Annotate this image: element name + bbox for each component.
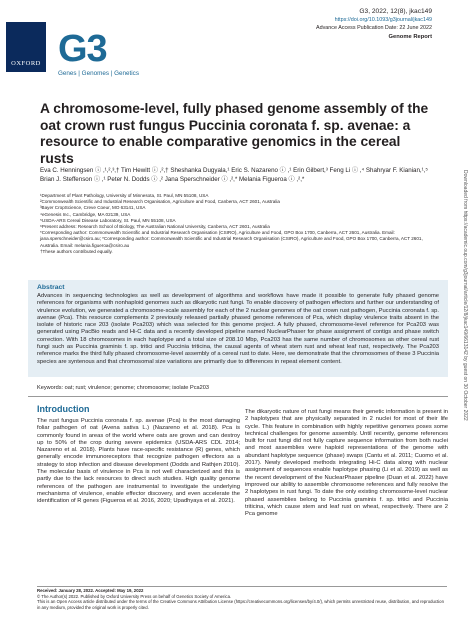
author-list: Eva C. Henningsen ⓘ ,¹,²,³,† Tim Hewitt ⓘ ,²,† Sheshanka Dugyala,¹ Eric S. Nazareno ⓘ ,¹ Erin Gilbert,³ Feng Li ⓘ ,⁴ Shahryar F. Kianian,¹,⁵ Brian J. Steffenson ⓘ ,¹ Peter N. Dodds ⓘ ,² Jana Sperschneider ⓘ ,²,* Melania Figueroa ⓘ ,²,* <box>40 167 428 183</box>
journal-header <box>0 0 474 100</box>
page-footer <box>37 588 447 610</box>
publisher-name: OXFORD <box>11 60 41 67</box>
affiliation: ¹Department of Plant Pathology, University of Minnesota, St. Paul, MN 55108, USA <box>40 193 209 198</box>
article-meta <box>316 8 432 41</box>
affiliations <box>40 193 435 255</box>
doi-link[interactable]: https://doi.org/10.1093/g3journal/jkac149 <box>334 17 432 24</box>
affiliation: ²Commonwealth Scientific and Industrial Research Organisation, Agriculture and Food, Canberra, ACT 2601, Australia <box>40 199 280 205</box>
received-dates: Received: January 28, 2022. Accepted: May 19, 2022 <box>37 588 144 593</box>
license: This is an Open Access article distributed under the terms of the Creative Commons Attribution License (https://creativecommons.org/licenses/by/4.0/), which permits unrestricted reuse, distribution, and reproduction in any medium, provided the original work is properly cited. <box>37 599 444 610</box>
corresponding-authors: *Corresponding author: Commonwealth Scientific and Industrial Research Organisation (CSIRO), Agriculture and Food, GPO Box 1700, Canberra, ACT 2601, Australia. Email: jana.sperschneider@csiro.au; *Corresponding author: Commonwealth Scientific and Industrial Research Organisation (CSIRO), Agriculture and Food, GPO Box 1700, Canberra, ACT 2601, Australia. Email: melania.figueroa@csiro.au <box>40 230 423 248</box>
copyright: © The Author(s) 2022. Published by Oxford University Press on behalf of Genetics Society of America. <box>37 593 232 599</box>
footer-divider <box>37 586 447 587</box>
affiliation: ⁵USDA-ARS Cereal Disease Laboratory, St. Paul, MN 55108, USA <box>40 217 176 223</box>
intro-paragraph: The rust fungus Puccinia coronata f. sp. avenae (Pca) is the most damaging foliar pathogen of oat (Avena sativa L.) (Nazareno et al. 2018). Pca is commonly found in areas of the world where oats are grown and can destroy up to 50% of the crop during severe epidemics (USDA-ARS CDL 2014; Nazareno et al. 2018). Plants have race-specific resistance (R) genes, which generally encode immunoreceptors that recognize pathogen effectors as a strategy to stop infection and disease development (Dodds and Rathjen 2010). The molecular basis of virulence in Pca is not well characterized and this is partly due to the lack resources to direct such studies. High quality genome references of the pathogen are instrumental to investigate the underlying mechanisms of virulence, enable effector discovery, and even accelerate the identification of R genes (Figueroa et al. 2016, 2020; Upadhyaya et al. 2021). <box>37 418 240 505</box>
body-column-left <box>37 404 240 506</box>
publication-date: Advance Access Publication Date: 22 June 2022 <box>316 25 432 32</box>
abstract-text: Advances in sequencing technologies as well as development of algorithms and workflows have made it possible to generate fully phased genome references for organisms with nonhaploid genomes such as dikaryotic rust fungi. To enable discovery of pathogen effectors and further our understanding of virulence evolution, we generated a chromosome-scale assembly for each of the 2 nuclear genomes of the oat crown rust pathogen, Puccinia coronata f. sp. avenae (Pca). This resource complements 2 previously released partially phased genome references of Pca, which display virulence traits absent in the isolate of historic race 203 (isolate Pca203) which was selected for this genome project. A fully phased, chromosome-level reference for Pca203 was generated using PacBio reads and Hi-C data and a recently developed pipeline named NuclearPhaser for phase assignment of contigs and phase switch correction. With 18 chromosomes in each haplotype and a total size of 208.10 Mbp, Pca203 has the same number of chromosomes as other cereal rust fungi such as Puccinia graminis f. sp. tritici and Puccinia triticina, the causal agents of wheat stem rust and wheat leaf rust, respectively. The Pca203 reference marks the third fully phased chromosome-level assembly of a cereal rust to date. Here, we demonstrate that the chromosomes of these 3 Puccinia species are syntenous and that chromosomal size variations are primarily due to differences in repeat element content. <box>37 293 439 365</box>
oxford-logo[interactable] <box>6 22 46 72</box>
intro-paragraph: The dikaryotic nature of rust fungi means their genetic information is present in 2 haplotypes that are physically separated in 2 nuclei for most of their life cycle. This feature in combination with highly repetitive genomes poses some technical challenges for genome assembly. Until recently, genome references built for rust fungi did not fully capture sequence information from both nuclei and most assemblies were haploid representations of the genome with abundant haplotype sequence (phase) swaps (Cantu et al. 2011; Cuomo et al. 2017). Newly developed methods integrating Hi-C data along with nuclear assignment of sequences enable haplotype phasing (Li et al. 2019) as well as the recent development of the NuclearPhaser pipeline (Duan et al. 2022) have improved our ability to assemble chromosome references and fully resolve the 2 haplotypes in rust fungi. To date the only existing chromosome-level nuclear phased assemblies belong to Puccinia graminis f. sp. tritici and Puccinia triticina, which cause stem and leaf rust on wheat, respectively. There are 2 Pca genome <box>245 409 448 518</box>
abstract-box <box>28 280 448 377</box>
affiliation: ³Bayer CropScience, Creve Coeur, MO 63141, USA <box>40 205 146 211</box>
citation: G3, 2022, 12(8), jkac149 <box>359 8 432 15</box>
equal-contribution-note: †These authors contributed equally. <box>40 248 113 254</box>
abstract-heading: Abstract <box>37 284 65 291</box>
section-heading-introduction: Introduction <box>37 404 90 414</box>
affiliation: ⁴eGenesis Inc., Cambridge, MA 02139, USA <box>40 211 131 217</box>
affiliation: ⁶Present address: Research School of Biology, The Australian National University, Canberra, ACT 2601, Australia <box>40 224 270 230</box>
g3-tagline: Genes | Genomes | Genetics <box>58 70 139 77</box>
article-title: A chromosome-level, fully phased genome assembly of the oat crown rust fungus Puccinia coronata f. sp. avenae: a resource to enable comparative genomics in the cereal rusts <box>40 101 429 166</box>
article-type: Genome Report <box>388 33 432 40</box>
divider <box>28 396 448 397</box>
body-column-right <box>245 409 448 518</box>
keywords: Keywords: oat; rust; virulence; genome; chromosome; isolate Pca203 <box>37 385 209 391</box>
download-watermark <box>460 170 470 610</box>
g3-logo[interactable]: G3 <box>58 28 107 70</box>
download-watermark-text: Downloaded from https://academic.oup.com/g3journal/article/12/8/jkac149/6613142 by guest on 30 October 2022 <box>462 170 468 421</box>
